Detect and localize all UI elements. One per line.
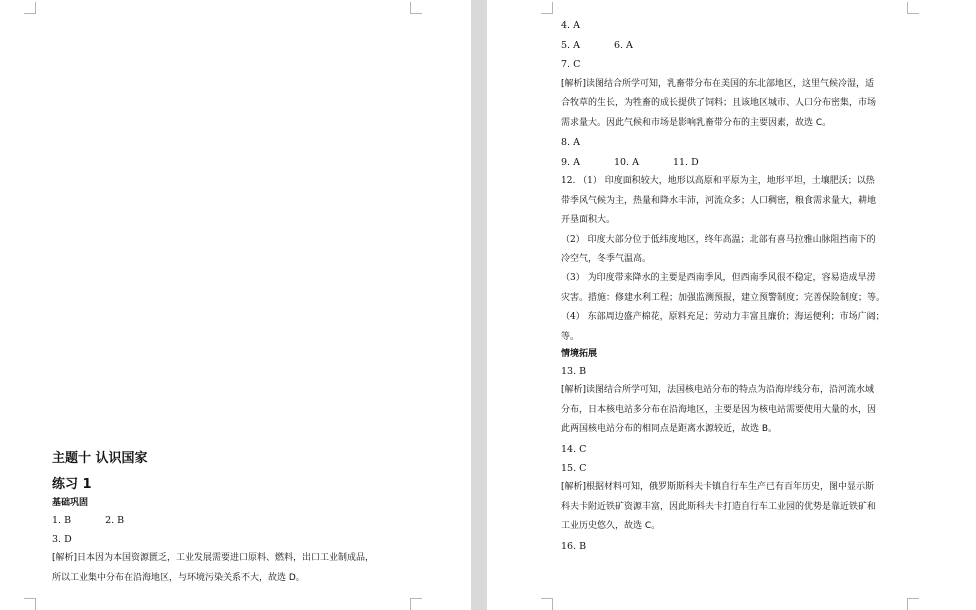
answer-line: 灾害。措施：修建水利工程；加强监测预报，建立预警制度；完善保险制度；等。 (561, 293, 886, 303)
answer-item: 11. D (672, 157, 699, 168)
answer-item: 14. C (561, 444, 587, 455)
answer-item: 13. B (561, 366, 587, 377)
explanation-line: [解析]读图结合所学可知，乳畜带分布在美国的东北部地区，这里气候冷湿，适 (561, 79, 875, 89)
answer-item: 7. C (561, 59, 581, 70)
left-page (0, 0, 471, 610)
answer-item: 5. A (561, 40, 580, 51)
crop-mark (410, 2, 422, 14)
section-label: 情境拓展 (561, 349, 598, 359)
answer-item: 3. D (52, 534, 72, 545)
answer-item: 8. A (561, 137, 580, 148)
explanation-line: 工业历史悠久，故选 C。 (561, 521, 661, 531)
answer-line: 带季风气候为主，热量和降水丰沛，河流众多；人口稠密，粮食需求量大，耕地 (561, 196, 877, 206)
explanation-line: 所以工业集中分布在沿海地区，与环境污染关系不大，故选 D。 (52, 573, 305, 583)
answer-item: 4. A (561, 20, 580, 31)
crop-mark (24, 598, 36, 610)
answer-line: （3） 为印度带来降水的主要是西南季风，但西南季风很不稳定，容易造成旱涝 (561, 273, 876, 283)
answer-line: 开垦面积大。 (561, 215, 616, 225)
answer-line: （2） 印度大部分位于低纬度地区，终年高温；北部有喜马拉雅山脉阻挡南下的 (561, 235, 876, 245)
crop-mark (410, 598, 422, 610)
answer-item: 15. C (561, 463, 587, 474)
explanation-line: [解析]读图结合所学可知，法国核电站分布的特点为沿海岸线分布，沿河流水域 (561, 385, 875, 395)
explanation-line: [解析]根据材料可知，俄罗斯斯科夫卡镇自行车生产已有百年历史，图中显示斯 (561, 482, 875, 492)
explanation-line: 合牧草的生长，为牲畜的成长提供了饲料；且该地区城市、人口分布密集，市场 (561, 98, 877, 108)
answer-line: （4） 东部周边盛产棉花，原料充足；劳动力丰富且廉价；海运便利；市场广阔； (561, 312, 885, 322)
answer-line: 冷空气，冬季气温高。 (561, 254, 652, 264)
answer-item: 1. B (52, 515, 72, 526)
answer-row (561, 156, 699, 169)
crop-mark (907, 2, 919, 14)
explanation-line: [解析]日本因为本国资源匮乏，工业发展需要进口原料、燃料，出口工业制成品， (52, 553, 375, 563)
answer-item: 6. A (613, 40, 633, 51)
answer-line: 等。 (561, 332, 580, 342)
answer-item: 2. B (105, 515, 125, 526)
topic-title: 主题十 认识国家 (52, 451, 148, 466)
answer-row (52, 514, 124, 527)
explanation-line: 此两国核电站分布的相同点是距离水源较近，故选 B。 (561, 424, 778, 434)
exercise-title: 练习 1 (52, 477, 92, 492)
section-label: 基础巩固 (52, 498, 89, 508)
crop-mark (541, 598, 553, 610)
right-page (487, 0, 976, 610)
answer-row (561, 39, 633, 52)
answer-item: 10. A (613, 157, 639, 168)
explanation-line: 需求量大。因此气候和市场是影响乳畜带分布的主要因素，故选 C。 (561, 118, 832, 128)
answer-item: 16. B (561, 541, 587, 552)
answer-line: 12. （1） 印度面积较大，地形以高原和平原为主，地形平坦，土壤肥沃；以热 (561, 176, 875, 186)
crop-mark (541, 2, 553, 14)
explanation-line: 分布，日本核电站多分布在沿海地区，主要是因为核电站需要使用大量的水，因 (561, 405, 877, 415)
crop-mark (907, 598, 919, 610)
answer-item: 9. A (561, 157, 580, 168)
crop-mark (24, 2, 36, 14)
explanation-line: 科夫卡附近铁矿资源丰富，因此斯科夫卡打造自行车工业园的优势是靠近铁矿和 (561, 502, 877, 512)
